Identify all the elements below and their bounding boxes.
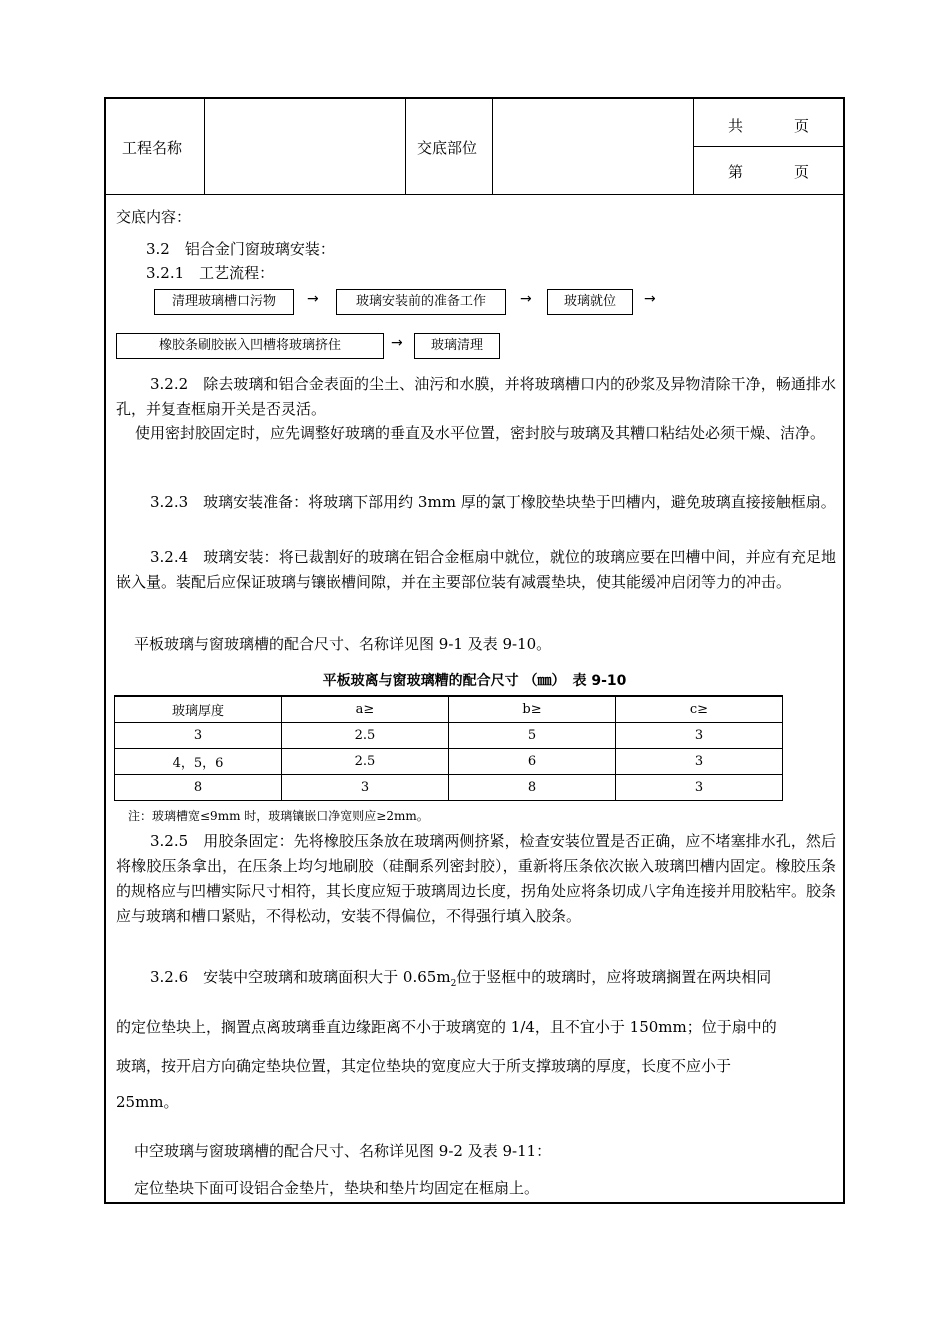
paragraph-table-ref: 平板玻璃与窗玻璃槽的配合尺寸、名称详见图 9-1 及表 9-10。 (134, 635, 552, 653)
paragraph-sealant: 使用密封胶固定时，应先调整好玻璃的垂直及水平位置，密封胶与玻璃及其糟口粘结处必须干燥、洁净。 (135, 424, 826, 442)
table-cell: 5 (449, 723, 616, 749)
table-row (115, 775, 783, 801)
fit-size-table (114, 695, 783, 801)
arrow-right-icon: → (307, 291, 319, 307)
project-name-label: 工程名称 (122, 139, 183, 157)
paragraph-3-2-4: 3.2.4 玻璃安装：将已裁割好的玻璃在铝合金框扇中就位，就位的玻璃应要在凹槽中间，并应有充足地嵌入量。装配后应保证玻璃与镶嵌槽间隙，并在主要部位装有减震垫块，使其能缓冲启闭等力的冲击。 (116, 548, 836, 591)
flow-step: 橡胶条刷胶嵌入凹槽将玻璃挤住 (116, 333, 384, 359)
paragraph-3-2-6-text: 位于竖框中的玻璃时，应将玻璃搁置在两块相同 (456, 968, 772, 986)
disclosure-form (104, 97, 845, 1204)
table-cell: 8 (115, 775, 282, 801)
divider (492, 99, 493, 194)
table-note: 注：玻璃槽宽≤9mm 时，玻璃镶嵌口净宽则应≥2mm。 (128, 809, 429, 823)
paragraph-3-2-6-line2: 的定位垫块上，搁置点离玻璃垂直边缘距离不小于玻璃宽的 1/4，且不宜小于 150mm；位于扇中的 (116, 1018, 777, 1036)
table-header-cell: 玻璃厚度 (115, 696, 282, 723)
arrow-right-icon: → (520, 291, 532, 307)
disclosure-part-label: 交底部位 (417, 139, 478, 157)
paragraph-3-2-6-line3: 玻璃，按开启方向确定垫块位置，其定位垫块的宽度应大于所支撑玻璃的厚度，长度不应小于 (116, 1057, 732, 1075)
flow-step: 玻璃清理 (414, 333, 500, 359)
total-pages-label: 共 (728, 117, 744, 135)
flow-step: 玻璃就位 (547, 289, 633, 315)
divider (693, 146, 843, 147)
current-page-label: 第 (728, 163, 744, 181)
table-cell: 4，5，6 (115, 749, 282, 775)
table-header-cell: a≥ (282, 696, 449, 723)
divider (204, 99, 205, 194)
paragraph-3-2-2: 3.2.2 除去玻璃和铝合金表面的尘土、油污和水膜，并将玻璃槽口内的砂浆及异物清除干净，畅通排水孔，并复查框扇开关是否灵活。 (116, 375, 836, 418)
paragraph-hollow-glass: 中空玻璃与窗玻璃槽的配合尺寸、名称详见图 9-2 及表 9-11： (134, 1142, 552, 1160)
table-header-cell: b≥ (449, 696, 616, 723)
table-row (115, 723, 783, 749)
table-header-cell: c≥ (615, 696, 782, 723)
paragraph-3-2-5: 3.2.5 用胶条固定：先将橡胶压条放在玻璃两侧挤紧，检查安装位置是否正确，应不堵塞排水孔，然后将橡胶压条拿出，在压条上均匀地刷胶（硅酮系列密封胶），重新将压条依次嵌入玻璃凹槽内固定。橡胶压条的规格应与凹槽实际尺寸相符，其长度应短于玻璃周边长度，拐角处应将条切成八字角连接并用胶粘牢。胶条应与玻璃和槽口紧贴，不得松动，安装不得偏位，不得强行填入胶条。 (116, 832, 837, 925)
divider (405, 99, 406, 194)
paragraph-3-2-6-text: 3.2.6 安装中空玻璃和玻璃面积大于 0.65m (150, 968, 451, 986)
table-cell: 2.5 (282, 723, 449, 749)
paragraph-3-2-3: 3.2.3 玻璃安装准备：将玻璃下部用约 3mm 厚的氯丁橡胶垫块垫于凹槽内，避免玻璃直接接触框扇。 (150, 493, 836, 511)
table-cell: 3 (115, 723, 282, 749)
flow-step: 玻璃安装前的准备工作 (336, 289, 506, 315)
page-unit-label: 页 (794, 117, 810, 135)
table-row (115, 749, 783, 775)
table-cell: 8 (449, 775, 616, 801)
section-heading: 3.2.1 工艺流程： (146, 264, 275, 282)
table-cell: 6 (449, 749, 616, 775)
arrow-right-icon: → (391, 335, 403, 351)
table-cell: 3 (615, 749, 782, 775)
paragraph-3-2-6-line4: 25mm。 (116, 1093, 179, 1111)
section-heading: 3.2 铝合金门窗玻璃安装： (146, 240, 335, 258)
table-cell: 3 (615, 723, 782, 749)
form-header (106, 99, 843, 195)
table-header-row (115, 696, 783, 723)
page-unit-label: 页 (794, 163, 810, 181)
table-title: 平板玻离与窗玻璃糟的配合尺寸 （㎜） 表 9-10 (322, 673, 627, 689)
arrow-right-icon: → (644, 291, 656, 307)
table-cell: 2.5 (282, 749, 449, 775)
paragraph-setting-block: 定位垫块下面可设铝合金垫片，垫块和垫片均固定在框扇上。 (134, 1179, 540, 1197)
content-label: 交底内容： (116, 208, 192, 226)
subscript-2: 2 (450, 979, 457, 989)
paragraph-3-2-6-line1 (116, 965, 836, 997)
table-cell: 3 (615, 775, 782, 801)
flow-step: 清理玻璃槽口污物 (154, 289, 294, 315)
table-cell: 3 (282, 775, 449, 801)
